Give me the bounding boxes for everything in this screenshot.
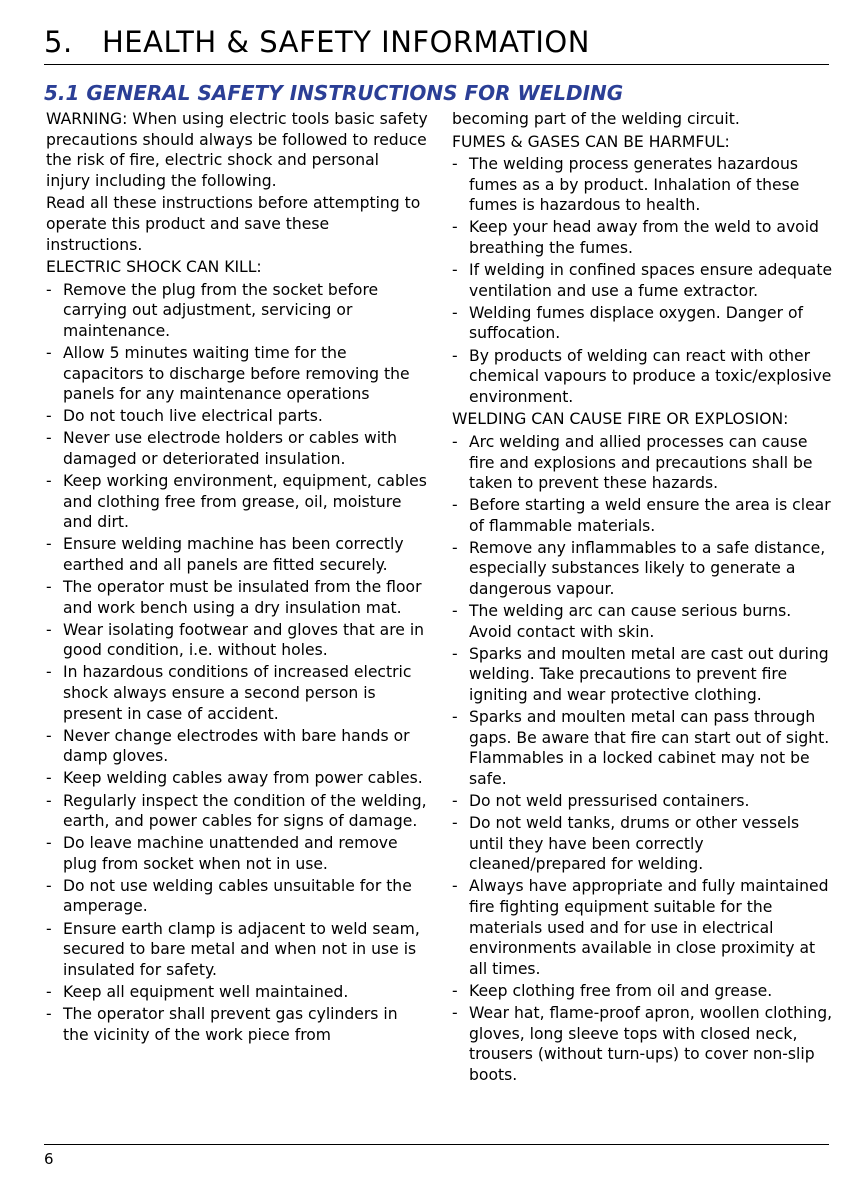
list-item [452, 813, 834, 875]
list-item-text: Welding fumes displace oxygen. Danger of suffocation. [469, 303, 804, 343]
list-item-text: Allow 5 minutes waiting time for the capacitors to discharge before removing the panels for any maintenance operations [63, 344, 410, 404]
bullet-dash: - [46, 472, 52, 491]
bullet-dash: - [46, 726, 52, 745]
bullet-dash: - [452, 644, 458, 663]
list-item-text: Remove the plug from the socket before carrying out adjustment, servicing or maintenance. [63, 280, 379, 340]
bullet-dash: - [452, 708, 458, 727]
list-item [452, 1003, 834, 1085]
list-item [452, 981, 834, 1002]
list-item-text: Keep your head away from the weld to avoid breathing the fumes. [469, 218, 819, 258]
list-item-text: Wear isolating footwear and gloves that are in good condition, i.e. without holes. [63, 620, 425, 660]
list-item [452, 644, 834, 706]
bullet-dash: - [46, 791, 52, 810]
list-item [452, 346, 834, 408]
list-item [452, 707, 834, 789]
bullet-dash: - [452, 432, 458, 451]
list-item [46, 833, 428, 874]
fumes-list [452, 154, 834, 407]
bullet-dash: - [46, 407, 52, 426]
list-item [46, 662, 428, 724]
list-item-text: By products of welding can react with other chemical vapours to produce a toxic/explosive environment. [469, 346, 832, 406]
list-item-text: The welding arc can cause serious burns. Avoid contact with skin. [469, 602, 792, 641]
bullet-dash: - [452, 814, 458, 833]
list-item [452, 791, 834, 812]
electric-shock-heading: ELECTRIC SHOCK CAN KILL: [46, 258, 262, 277]
bullet-dash: - [46, 620, 52, 639]
bullet-dash: - [452, 877, 458, 896]
list-item-text: The operator shall prevent gas cylinders in the vicinity of the work piece from [63, 1004, 398, 1044]
bullet-dash: - [46, 834, 52, 853]
bullet-dash: - [46, 429, 52, 448]
bullet-dash: - [46, 280, 52, 299]
electric-shock-list [46, 280, 428, 1045]
list-item [46, 620, 428, 661]
list-item [46, 280, 428, 342]
list-item-text: Wear hat, flame-proof apron, woollen clothing, gloves, long sleeve tops with closed neck, trousers (without turn-ups) to cover non-slip boots. [469, 1003, 833, 1084]
list-item [452, 601, 834, 642]
section-title: HEALTH & SAFETY INFORMATION [102, 25, 590, 59]
page-number: 6 [44, 1150, 54, 1168]
list-item-text: Keep clothing free from oil and grease. [469, 981, 773, 1000]
bullet-dash: - [452, 346, 458, 365]
list-item [452, 432, 834, 494]
bullet-dash: - [452, 261, 458, 280]
bullet-dash: - [46, 535, 52, 554]
list-item [46, 982, 428, 1003]
list-item [452, 154, 834, 216]
list-item-text: Do leave machine unattended and remove plug from socket when not in use. [63, 834, 398, 873]
bullet-dash: - [46, 663, 52, 682]
list-item-text: Sparks and moulten metal are cast out during welding. Take precautions to prevent fire igniting and wear protective clothing. [469, 644, 829, 705]
warning-paragraph: WARNING: When using electric tools basic safety precautions should always be followed to reduce the risk of fire, electric shock and personal injury including the following. [46, 110, 428, 190]
list-item-text: Ensure earth clamp is adjacent to weld seam, secured to bare metal and when not in use is insulated for safety. [63, 919, 420, 979]
bullet-dash: - [46, 769, 52, 788]
bullet-dash: - [46, 919, 52, 938]
list-item-text: In hazardous conditions of increased electric shock always ensure a second person is present in case of accident. [63, 663, 412, 723]
list-item [452, 303, 834, 344]
bullet-dash: - [452, 792, 458, 810]
list-item-text: Do not use welding cables unsuitable for the amperage. [63, 876, 412, 916]
right-column [452, 109, 834, 1087]
list-item [46, 726, 428, 767]
list-item-text: Never change electrodes with bare hands or damp gloves. [63, 726, 410, 766]
list-item [46, 768, 428, 789]
list-item-text: Regularly inspect the condition of the welding, earth, and power cables for signs of damage. [63, 791, 427, 831]
list-item-text: Keep welding cables away from power cables. [63, 769, 423, 788]
bullet-dash: - [46, 1004, 52, 1023]
bullet-dash: - [452, 602, 458, 621]
list-item-text: Never use electrode holders or cables with damaged or deteriorated insulation. [63, 429, 398, 468]
bullet-dash: - [452, 981, 458, 1000]
list-item-text: Do not touch live electrical parts. [63, 407, 323, 426]
list-item-text: The operator must be insulated from the floor and work bench using a dry insulation mat. [63, 578, 422, 617]
list-item [452, 260, 834, 301]
bullet-dash: - [46, 982, 52, 1001]
top-divider [44, 64, 829, 65]
list-item [46, 428, 428, 469]
list-item [46, 919, 428, 981]
list-item-text: Ensure welding machine has been correctly earthed and all panels are fitted securely. [63, 535, 404, 574]
instructions-paragraph: Read all these instructions before attempting to operate this product and save these instructions. [46, 194, 421, 254]
list-item-text: The welding process generates hazardous fumes as a by product. Inhalation of these fumes is hazardous to health. [469, 155, 800, 215]
bullet-dash: - [452, 218, 458, 237]
list-item [46, 406, 428, 427]
list-item [46, 791, 428, 832]
fire-heading: WELDING CAN CAUSE FIRE OR EXPLOSION: [452, 410, 789, 429]
bullet-dash: - [452, 496, 458, 515]
list-item [46, 343, 428, 405]
bullet-dash: - [46, 578, 52, 597]
list-item [452, 217, 834, 258]
bullet-dash: - [452, 538, 458, 557]
list-item-text: Sparks and moulten metal can pass through gaps. Be aware that fire can start out of sight. Flammables in a locked cabinet may not be safe. [469, 708, 830, 788]
list-item-text: Arc welding and allied processes can cause fire and explosions and precautions shall be taken to prevent these hazards. [469, 432, 813, 493]
bullet-dash: - [452, 155, 458, 174]
list-item-text: Do not weld pressurised containers. [469, 792, 750, 810]
bottom-divider [44, 1144, 829, 1145]
section-heading [44, 24, 590, 60]
subsection-heading: 5.1 GENERAL SAFETY INSTRUCTIONS FOR WELDING [44, 81, 624, 105]
left-column [46, 109, 428, 1047]
list-item [452, 495, 834, 536]
fire-list [452, 432, 834, 1085]
list-item-text: Before starting a weld ensure the area is clear of flammable materials. [469, 496, 831, 535]
list-item [46, 1004, 428, 1045]
list-item-text: Keep all equipment well maintained. [63, 982, 349, 1001]
list-item [46, 471, 428, 533]
list-item-text: Remove any inflammables to a safe distance, especially substances likely to generate a dangerous vapour. [469, 538, 826, 599]
list-item-text: If welding in confined spaces ensure adequate ventilation and use a fume extractor. [469, 261, 833, 300]
list-item-text: Always have appropriate and fully maintained fire fighting equipment suitable for the materials used and for use in electrical environments available in close proximity at all times. [469, 877, 829, 978]
list-item [46, 577, 428, 618]
list-item-text: Keep working environment, equipment, cables and clothing free from grease, oil, moisture and dirt. [63, 472, 427, 532]
fumes-heading: FUMES & GASES CAN BE HARMFUL: [452, 132, 730, 151]
bullet-dash: - [452, 1003, 458, 1022]
list-item [46, 876, 428, 917]
bullet-dash: - [452, 303, 458, 322]
list-item [46, 534, 428, 575]
bullet-dash: - [46, 876, 52, 895]
continuation-text: becoming part of the welding circuit. [452, 110, 740, 128]
bullet-dash: - [46, 344, 52, 363]
section-number: 5. [44, 25, 73, 59]
list-item [452, 538, 834, 600]
list-item [452, 876, 834, 979]
list-item-text: Do not weld tanks, drums or other vessels until they have been correctly cleaned/prepared for welding. [469, 814, 800, 874]
